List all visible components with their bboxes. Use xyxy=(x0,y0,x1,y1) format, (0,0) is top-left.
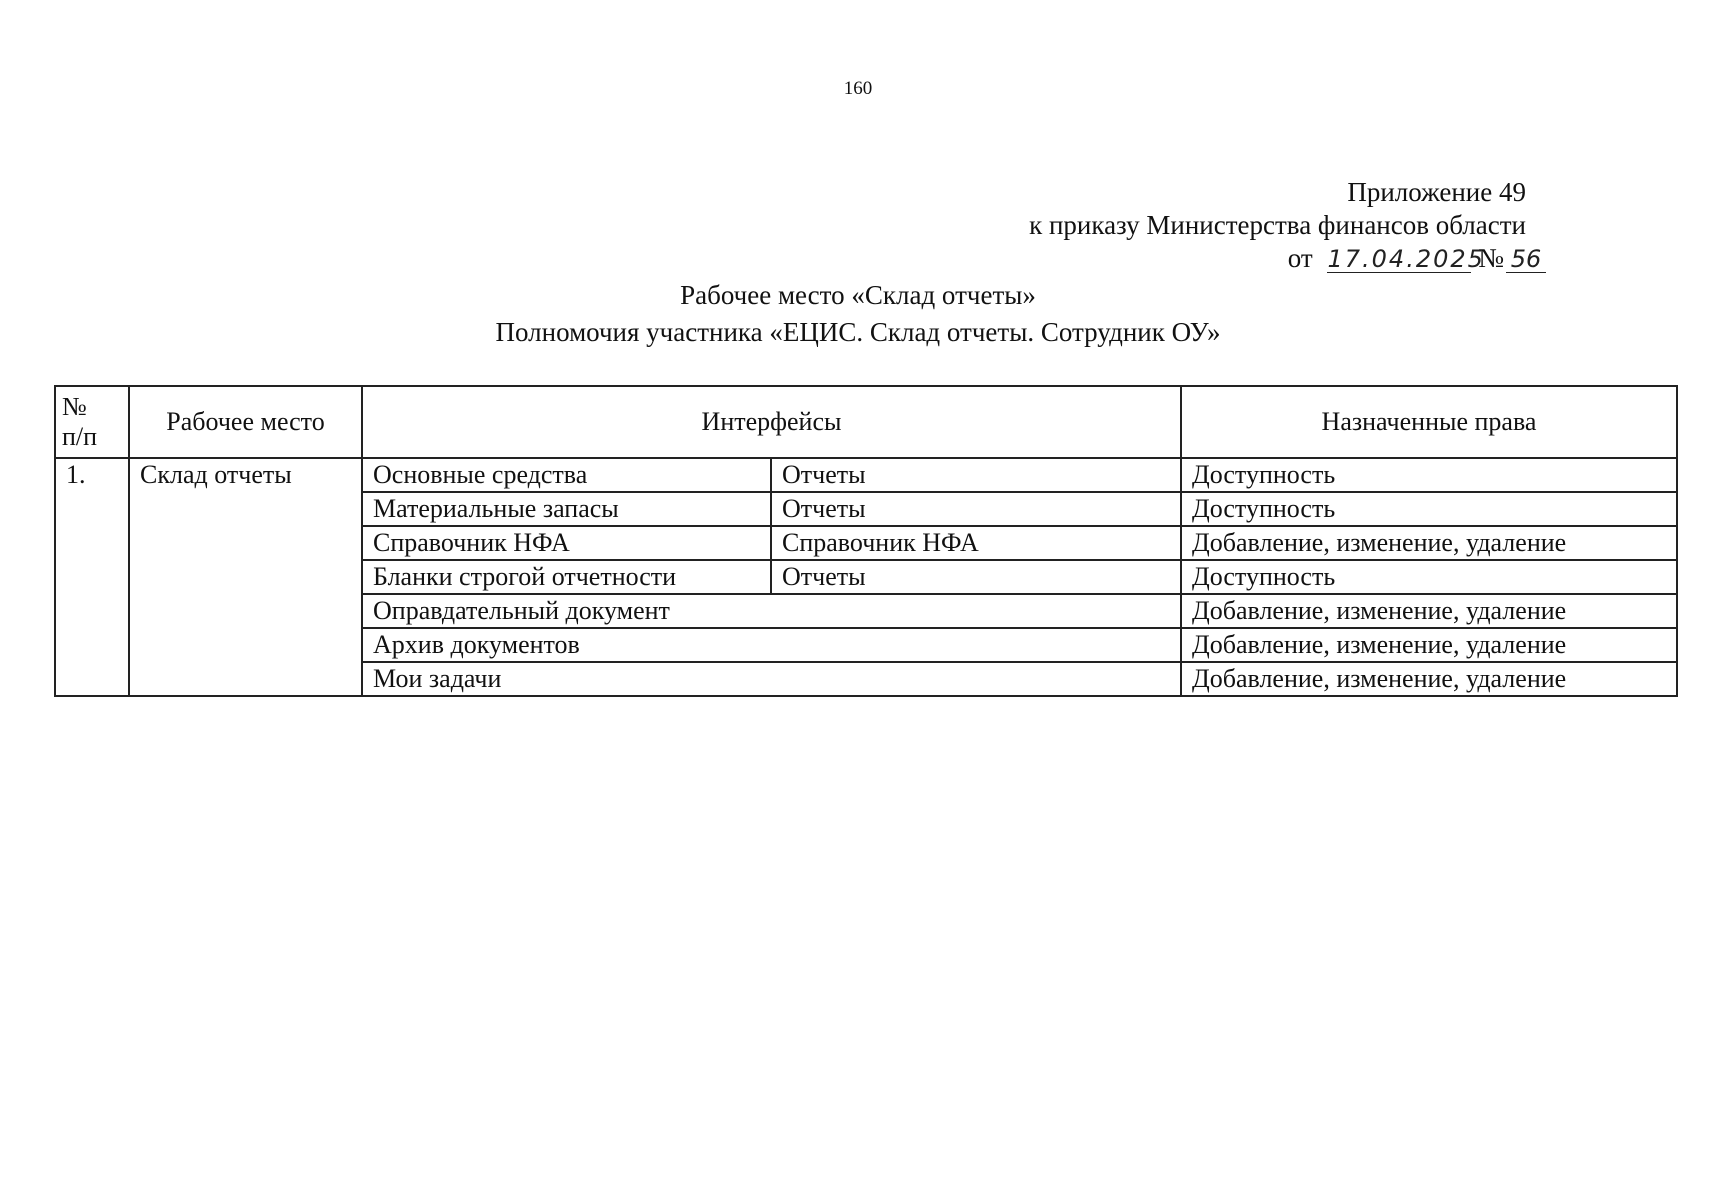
rights-cell: Доступность xyxy=(1181,560,1677,594)
sub-interface-cell: Отчеты xyxy=(771,492,1181,526)
rights-cell: Добавление, изменение, удаление xyxy=(1181,628,1677,662)
header-rights: Назначенные права xyxy=(1181,386,1677,458)
order-number-handwritten: 56 xyxy=(1506,246,1546,273)
row-workplace: Склад отчеты xyxy=(129,458,362,696)
order-line xyxy=(1288,243,1546,274)
rights-cell: Добавление, изменение, удаление xyxy=(1181,526,1677,560)
sub-interface-cell: Отчеты xyxy=(771,560,1181,594)
row-number: 1. xyxy=(55,458,129,696)
rights-cell: Добавление, изменение, удаление xyxy=(1181,594,1677,628)
order-number-prefix: № xyxy=(1478,243,1504,273)
interface-cell: Справочник НФА xyxy=(362,526,771,560)
appendix-block xyxy=(1029,176,1526,242)
table-header-row xyxy=(55,386,1677,458)
header-interfaces: Интерфейсы xyxy=(362,386,1181,458)
rights-cell: Доступность xyxy=(1181,458,1677,492)
order-date-handwritten: 17.04.2025 xyxy=(1327,245,1485,273)
appendix-title: Приложение 49 xyxy=(1347,177,1526,207)
header-num-line1: № xyxy=(62,392,87,421)
header-num xyxy=(55,386,129,458)
table-row xyxy=(55,458,1677,492)
page-number: 160 xyxy=(843,78,873,99)
appendix-order-ref: к приказу Министерства финансов области xyxy=(1029,210,1526,240)
interface-cell: Мои задачи xyxy=(362,662,1181,696)
sub-interface-cell: Справочник НФА xyxy=(771,526,1181,560)
workplace-title: Рабочее место «Склад отчеты» xyxy=(680,280,1036,310)
interface-cell: Бланки строгой отчетности xyxy=(362,560,771,594)
interface-cell: Оправдательный документ xyxy=(362,594,1181,628)
authority-title: Полномочия участника «ЕЦИС. Склад отчеты. Сотрудник ОУ» xyxy=(495,317,1221,347)
rights-cell: Добавление, изменение, удаление xyxy=(1181,662,1677,696)
interface-cell: Основные средства xyxy=(362,458,771,492)
interface-cell: Архив документов xyxy=(362,628,1181,662)
header-workplace: Рабочее место xyxy=(129,386,362,458)
permissions-table xyxy=(54,385,1678,697)
order-prefix: от xyxy=(1287,243,1313,273)
interface-cell: Материальные запасы xyxy=(362,492,771,526)
header-num-line2: п/п xyxy=(62,422,98,451)
sub-interface-cell: Отчеты xyxy=(771,458,1181,492)
rights-cell: Доступность xyxy=(1181,492,1677,526)
